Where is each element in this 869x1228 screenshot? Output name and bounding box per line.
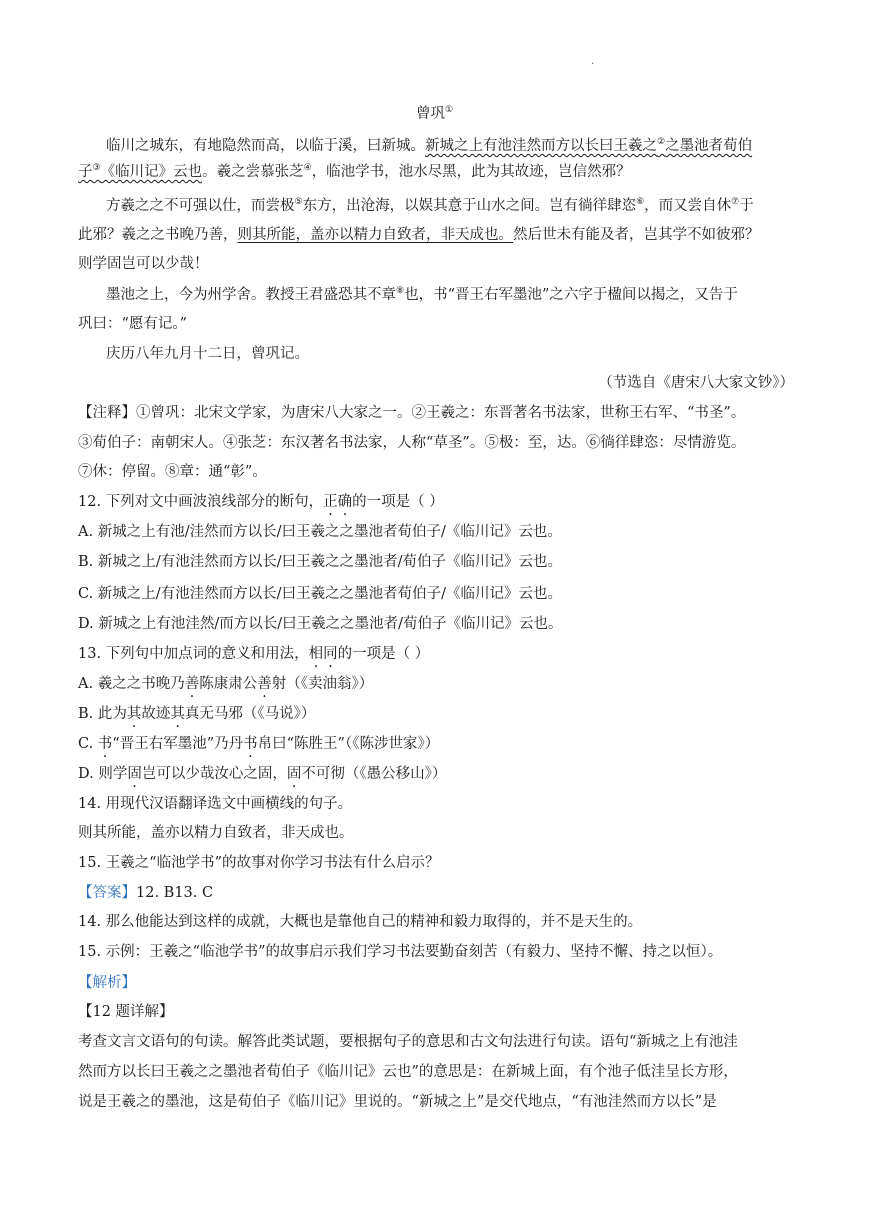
text-run: 13. 下列句中加点词的意义和用法，: [78, 646, 309, 662]
emphasis-char: 善: [257, 676, 272, 692]
passage-line: [106, 136, 794, 156]
emphasis-char: 相: [308, 646, 324, 662]
text-run: 真无马邪（《马说》）: [184, 706, 316, 722]
analysis-label: 【解析】: [78, 975, 136, 991]
emphasis-char: 其: [126, 706, 142, 722]
text-run: 方羲之之不可强以仕，而尝极: [106, 198, 295, 214]
passage-line: [106, 196, 794, 216]
note-mark: ③: [92, 163, 101, 174]
question-13-stem: [78, 644, 794, 664]
text-run: 故迹: [141, 706, 171, 722]
underlined-sentence: 则其所能，盖亦以精力自致者，非天成也。: [237, 227, 513, 243]
question-14-sentence: 则其所能，盖亦以精力自致者，非天成也。: [78, 825, 354, 841]
option-b: [78, 704, 794, 724]
title-note-mark: ①: [444, 105, 454, 116]
question-14-stem: 14. 用现代汉语翻译选文中画横线的句子。: [78, 796, 353, 812]
text-run: 。羲之尝慕张芝: [202, 164, 304, 180]
note-mark: ⑥: [636, 197, 645, 208]
answer-12-13: 12. B13. C: [136, 885, 214, 901]
text-run: C.: [78, 736, 98, 752]
option-d: D. 新城之上有池洼然/而方以长/曰王羲之之墨池者/荀伯子《临川记》云也。: [78, 616, 563, 632]
text-run: 此邪？羲之之书晚乃善，: [78, 227, 238, 243]
note-mark: ⑦: [731, 197, 740, 208]
text-run: 。: [547, 554, 563, 570]
emphasis-char: 固: [127, 766, 142, 782]
text-run: ，临池学书，池水尽黑，此为其故迹，岂信然邪？: [311, 164, 631, 180]
text-run: 临川之城东，有地隐然而高，以临于溪，曰新城。: [106, 138, 425, 154]
text-run: 新城之上有池洼然而方以长曰王羲之: [425, 138, 657, 154]
answer-14: 14. 那么他能达到这样的成就，大概也是靠他自己的精神和毅力取得的，并不是天生的。: [78, 914, 643, 930]
passage-line: [78, 162, 794, 182]
emphasis-char: 正: [323, 494, 338, 510]
wavy-underlined-text: [425, 138, 752, 154]
text-run: 陈康肃公: [199, 676, 258, 692]
text-run: ，而又尝自休: [644, 198, 732, 214]
text-run: 帛曰“陈胜王”（《陈涉世家》）: [257, 736, 440, 752]
option-a: [78, 674, 794, 694]
passage-line: 庆历八年九月十二日，曾巩记。: [106, 346, 309, 362]
passage-line: 巩曰：“愿有记。”: [78, 316, 188, 332]
analysis-line: 考查文言文语句的句读。解答此类试题，要根据句子的意思和古文句法进行句读。语句“新城之上有池洼: [78, 1034, 738, 1050]
text-run: 子: [78, 164, 93, 180]
text-run: 然后世未有能及者，岂其学不如彼邪？: [513, 227, 760, 243]
passage-line: [78, 225, 794, 245]
text-run: 12. 下列对文中画波浪线部分的断句，: [78, 494, 324, 510]
analysis-line: 然而方以长曰王羲之之墨池者荀伯子《临川记》云也”的意思是：在新城上面，有个池子低洼呈长方形，: [78, 1064, 738, 1080]
analysis-line: 说是王羲之的墨池，这是荀伯子《临川记》里说的。“新城之上”是交代地点，“有池洼然而方以长”是: [78, 1094, 717, 1110]
passage-line: 则学固岂可以少哉！: [78, 256, 209, 272]
emphasis-char: 确: [337, 494, 353, 510]
answer-label: 【答案】: [78, 885, 136, 901]
text-run: 东方，出沧海，以娱其意于山水之间。岂有徜徉肆恣: [302, 198, 637, 214]
wavy-underlined-text: [78, 164, 202, 180]
text-run: 的一项是（ ）: [352, 494, 444, 510]
emphasis-char: 其: [170, 706, 185, 722]
text-run: B. 新城之上/有池洼然而方以长/曰王羲之之墨池者/荀伯子《临川记》云也: [78, 554, 548, 570]
text-run: 墨池之上，今为州学舍。教授王君盛恐其不章: [106, 287, 396, 303]
title-text: 曾巩: [415, 106, 445, 122]
note-mark: ②: [657, 137, 666, 148]
text-run: 于: [739, 198, 754, 214]
notes-line: ③荀伯子：南朝宋人。④张芝：东汉著名书法家，人称“草圣”。⑤极：至，达。⑥徜徉肆恣：尽情游览。: [78, 435, 746, 451]
option-c: [78, 734, 794, 754]
emphasis-char: 固: [286, 766, 302, 782]
note-mark: ⑤: [294, 197, 303, 208]
option-a: A. 新城之上有池/洼然而方以长/曰王羲之之墨池者荀伯子/《临川记》云也。: [78, 524, 562, 540]
question-12-stem: [78, 492, 794, 512]
text-run: 《临川记》云也: [100, 164, 203, 180]
notes-line: 【注释】①曾巩：北宋文学家，为唐宋八大家之一。②王羲之：东晋著名书法家，世称王右军、“书圣”。: [78, 405, 746, 421]
option-c: C. 新城之上/有池洼然而方以长/曰王羲之之墨池者荀伯子/《临川记》云也。: [78, 586, 562, 602]
answer-line: [78, 883, 794, 903]
passage-title: [0, 102, 869, 123]
note-mark: ④: [303, 163, 312, 174]
answer-15: 15. 示例：王羲之“临池学书”的故事启示我们学习书法要勤奋刻苦（有毅力、坚持不懈、持之以恒）。: [78, 944, 723, 960]
emphasis-char: 同: [323, 646, 338, 662]
note-mark: ⑧: [396, 286, 405, 297]
text-run: 射（《卖油翁》）: [271, 676, 374, 692]
text-run: 的一项是（ ）: [337, 646, 430, 662]
question-15-stem: 15. 王羲之“临池学书”的故事对你学习书法有什么启示？: [78, 855, 440, 871]
detail-label: 【12 题详解】: [78, 1004, 174, 1020]
header-dot: .: [591, 56, 595, 67]
text-run: A. 羲之之书晚乃: [78, 676, 185, 692]
text-run: B. 此为: [78, 706, 127, 722]
notes-line: ⑦休：停留。⑧章：通“彰”。: [78, 464, 267, 480]
text-run: “晋王右军墨池”乃丹: [112, 736, 244, 752]
passage-line: [106, 285, 794, 305]
emphasis-char: 书: [97, 736, 113, 752]
text-run: 岂可以少哉汝心之固，: [141, 766, 287, 782]
text-run: 不可彻（《愚公移山》）: [301, 766, 447, 782]
emphasis-char: 善: [184, 676, 200, 692]
text-run: 之墨池者荀伯: [665, 138, 753, 154]
source-citation: （节选自《唐宋八大家文钞》）: [598, 375, 794, 391]
text-run: D. 则学: [78, 766, 128, 782]
emphasis-char: 书: [243, 736, 258, 752]
text-run: 也，书“晋王右军墨池”之六字于楹间以揭之，又告于: [404, 287, 738, 303]
option-b: [78, 552, 794, 572]
option-d: [78, 764, 794, 784]
